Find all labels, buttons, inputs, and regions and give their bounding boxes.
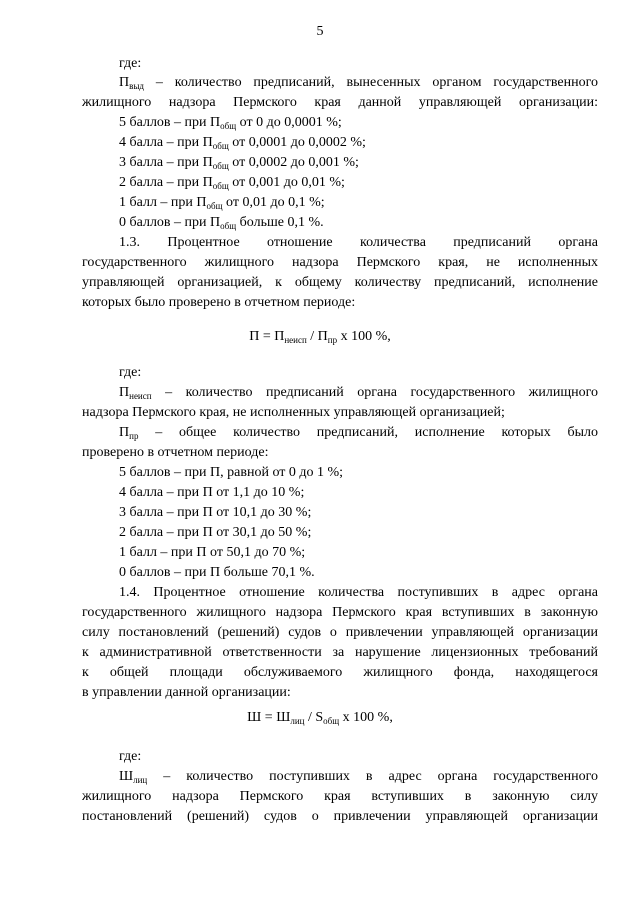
formula-unfulfilled-ratio: $П = П_{неисп} / П_{пр}$ x 100 %, [249, 329, 391, 345]
score-item: 3 балла – при П от 10,1 до 30 %; [119, 505, 312, 520]
subscript: неисп [129, 391, 152, 401]
text-line: государственного жилищного надзора Пермского края вступивших в законную [82, 605, 598, 620]
subscript: общ [212, 141, 229, 151]
text-line: к административной ответственности за нарушение лицензионных требований [82, 645, 598, 660]
definition-line: $П_{пр}$ – общее количество предписаний, исполнение которых было [119, 425, 598, 441]
score-item: 3 балла – при $П_{общ}$ от 0,0002 до 0,001 %; [119, 155, 359, 171]
score-item: 5 баллов – при П, равной от 0 до 1 %; [119, 465, 344, 480]
definition-line: $Ш_{лиц}$ – количество поступивших в адрес органа государственного [119, 769, 598, 785]
subscript: пр [327, 335, 338, 345]
score-item: 1 балл – при П от 50,1 до 70 %; [119, 545, 306, 560]
subscript: лиц [290, 716, 305, 726]
text-line: проверено в отчетном периоде: [82, 445, 269, 460]
score-item: 0 баллов – при П больше 70,1 %. [119, 565, 315, 580]
score-item: 0 баллов – при $П_{общ}$ больше 0,1 %. [119, 215, 324, 231]
text-line: управляющей организацией, к общему количеству предписаний, исполнение [82, 275, 598, 290]
score-item: 2 балла – при П от 30,1 до 50 %; [119, 525, 312, 540]
section-heading-1-4: 1.4. Процентное отношение количества поступивших в адрес органа [119, 585, 598, 600]
where-label: где: [119, 365, 142, 380]
subscript: общ [212, 161, 229, 171]
text-line: силу постановлений (решений) судов о привлечении управляющей организации [82, 625, 598, 640]
definition-line: $П_{выд}$ – количество предписаний, вынесенных органом государственного [119, 75, 598, 91]
score-item: 4 балла – при $П_{общ}$ от 0,0001 до 0,0002 %; [119, 135, 366, 151]
where-label: где: [119, 749, 142, 764]
subscript: общ [220, 121, 237, 131]
where-label: где: [119, 56, 142, 71]
text-line: надзора Пермского края, не исполненных управляющей организацией; [82, 405, 505, 420]
subscript: пр [129, 431, 139, 441]
text-line: постановлений (решений) судов о привлечении управляющей организации [82, 809, 598, 824]
text-line: жилищного надзора Пермского края вступивших в законную силу [82, 789, 598, 804]
text-line: государственного жилищного надзора Пермского края, не исполненных [82, 255, 598, 270]
text-line: жилищного надзора Пермского края данной управляющей организации: [82, 95, 598, 110]
text-line: которых было проверено в отчетном периоде: [82, 295, 356, 310]
subscript: выд [129, 81, 145, 91]
text-line: в управлении данной организации: [82, 685, 291, 700]
subscript: общ [323, 716, 340, 726]
score-item: 2 балла – при $П_{общ}$ от 0,001 до 0,01 %; [119, 175, 345, 191]
page-number: 5 [316, 24, 324, 39]
score-item: 5 баллов – при $П_{общ}$ от 0 до 0,0001 %; [119, 115, 342, 131]
subscript: лиц [133, 775, 148, 785]
subscript: неисп [284, 335, 307, 345]
score-item: 4 балла – при П от 1,1 до 10 %; [119, 485, 305, 500]
score-item: 1 балл – при $П_{общ}$ от 0,01 до 0,1 %; [119, 195, 325, 211]
text-line: к общей площади обслуживаемого жилищного фонда, находящегося [82, 665, 598, 680]
subscript: общ [206, 201, 223, 211]
section-heading-1-3: 1.3. Процентное отношение количества предписаний органа [119, 235, 598, 250]
definition-line: $П_{неисп}$ – количество предписаний органа государственного жилищного [119, 385, 598, 401]
subscript: общ [212, 181, 229, 191]
subscript: общ [220, 221, 237, 231]
formula-court-decisions-ratio: $Ш = Ш_{лиц} / S_{общ}$ x 100 %, [247, 710, 393, 726]
